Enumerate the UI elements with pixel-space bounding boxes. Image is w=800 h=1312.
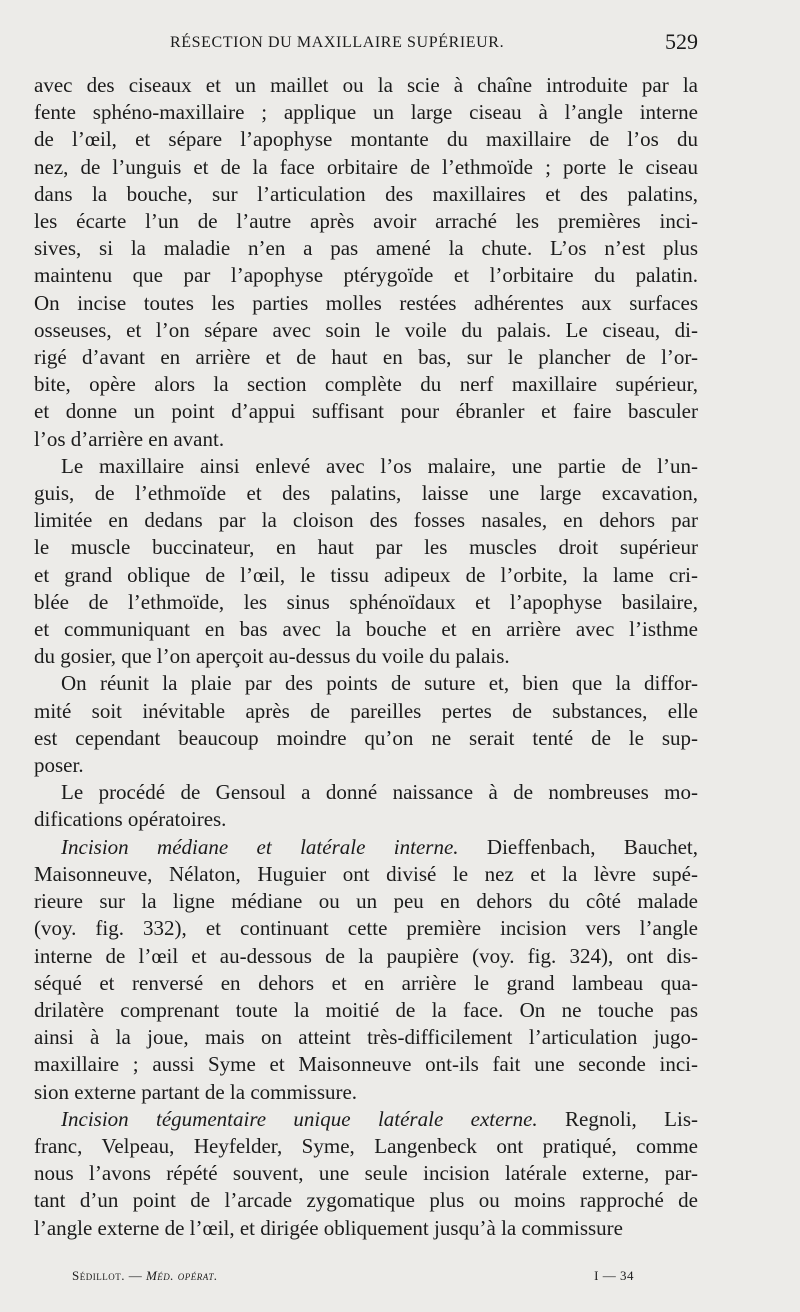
paragraph: [34, 670, 698, 779]
text-line: l’os d’arrière en avant.: [34, 426, 225, 451]
text-line: nous l’avons répété souvent, une seule incision latérale externe, par-: [34, 1161, 698, 1186]
text-line: rigé d’avant en arrière et de haut en bas, sur le plancher de l’or-: [34, 345, 698, 370]
text-line: sion externe partant de la commissure.: [34, 1079, 358, 1104]
text-line: mité soit inévitable après de pareilles pertes de substances, elle: [34, 698, 698, 723]
line-text: Dieffenbach, Bauchet,: [458, 834, 698, 859]
text-line: Le procédé de Gensoul a donné naissance à de nombreuses mo-: [61, 780, 698, 805]
text-line: dans la bouche, sur l’articulation des maxillaires et des palatins,: [34, 181, 698, 206]
text-line: séqué et renversé en dehors et en arrière le grand lambeau qua-: [34, 970, 698, 995]
text-line: ainsi à la joue, mais on atteint très-difficilement l’articulation jugo-: [34, 1025, 698, 1050]
text-line: blée de l’ethmoïde, les sinus sphénoïdaux et l’apophyse basilaire,: [34, 589, 698, 614]
text-line: et grand oblique de l’œil, le tissu adipeux de l’orbite, la lame cri-: [34, 562, 698, 587]
body-text: [34, 72, 698, 1242]
text-line: franc, Velpeau, Heyfelder, Syme, Langenbeck ont pratiqué, comme: [34, 1133, 698, 1158]
text-line: et communiquant en bas avec la bouche et en arrière avec l’isthme: [34, 617, 698, 642]
paragraph: [34, 834, 698, 1106]
text-line: bite, opère alors la section complète du nerf maxillaire supérieur,: [34, 372, 698, 397]
text-line: maintenu que par l’apophyse ptérygoïde et l’orbitaire du palatin.: [34, 263, 698, 288]
text-line: sives, si la maladie n’en a pas amené la chute. L’os n’est plus: [34, 236, 698, 261]
text-line: avec des ciseaux et un maillet ou la scie à chaîne introduite par la: [34, 73, 698, 97]
text-line: fente sphéno-maxillaire ; applique un large ciseau à l’angle interne: [34, 100, 698, 125]
footer-author: Sédillot. —: [72, 1268, 143, 1283]
text-line: limitée en dedans par la cloison des fosses nasales, en dehors par: [34, 508, 698, 533]
text-line: On incise toutes les parties molles restées adhérentes aux surfaces: [34, 290, 698, 315]
paragraph: [34, 779, 698, 833]
paragraph: [34, 453, 698, 671]
text-line: le muscle buccinateur, en haut par les muscles droit supérieur: [34, 535, 698, 560]
text-line: les écarte l’un de l’autre après avoir arraché les premières inci-: [34, 209, 698, 234]
text-line: nez, de l’unguis et de la face orbitaire de l’ethmoïde ; porte le ciseau: [34, 154, 698, 179]
text-line: [34, 1106, 698, 1133]
footer-signature: I — 34: [594, 1268, 634, 1283]
text-line: Le maxillaire ainsi enlevé avec l’os malaire, une partie de l’un-: [61, 453, 698, 478]
text-line: l’angle externe de l’œil, et dirigée obliquement jusqu’à la commissure: [34, 1215, 623, 1240]
text-line: difications opératoires.: [34, 807, 227, 832]
text-line: interne de l’œil et au-dessous de la paupière (voy. fig. 324), ont dis-: [34, 943, 698, 968]
text-line: du gosier, que l’on aperçoit au-dessus du voile du palais.: [34, 644, 510, 669]
footer-author-title: [72, 1268, 218, 1284]
paragraph: [34, 72, 698, 453]
text-line: guis, de l’ethmoïde et des palatins, laisse une large excavation,: [34, 481, 698, 506]
text-line: osseuses, et l’on sépare avec soin le voile du palais. Le ciseau, di-: [34, 317, 698, 342]
text-line: maxillaire ; aussi Syme et Maisonneuve ont-ils fait une seconde inci-: [34, 1052, 698, 1077]
section-heading-italic: Incision tégumentaire unique latérale externe.: [61, 1106, 538, 1131]
text-line: rieure sur la ligne médiane ou un peu en dehors du côté malade: [34, 889, 698, 914]
text-line: On réunit la plaie par des points de suture et, bien que la diffor-: [61, 671, 698, 696]
running-title: RÉSECTION DU MAXILLAIRE SUPÉRIEUR.: [170, 34, 505, 51]
text-line: tant d’un point de l’arcade zygomatique plus ou moins rapproché de: [34, 1188, 698, 1213]
text-line: (voy. fig. 332), et continuant cette première incision vers l’angle: [34, 916, 698, 941]
text-line: est cependant beaucoup moindre qu’on ne serait tenté de le sup-: [34, 725, 698, 750]
section-heading-italic: Incision médiane et latérale interne.: [61, 834, 459, 859]
text-line: [34, 834, 698, 861]
page-number: 529: [665, 29, 698, 54]
paragraph: [34, 1106, 698, 1242]
text-line: poser.: [34, 753, 84, 778]
text-line: drilatère comprenant toute la moitié de la face. On ne touche pas: [34, 997, 698, 1022]
page-header: [150, 29, 698, 62]
line-text: Regnoli, Lis-: [537, 1106, 698, 1131]
text-line: et donne un point d’appui suffisant pour ébranler et faire basculer: [34, 399, 698, 424]
text-line: de l’œil, et sépare l’apophyse montante du maxillaire de l’os du: [34, 127, 698, 152]
text-line: Maisonneuve, Nélaton, Huguier ont divisé le nez et la lèvre supé-: [34, 861, 698, 886]
page-footer: [72, 1268, 634, 1292]
footer-book-title: Méd. opérat.: [145, 1268, 218, 1283]
